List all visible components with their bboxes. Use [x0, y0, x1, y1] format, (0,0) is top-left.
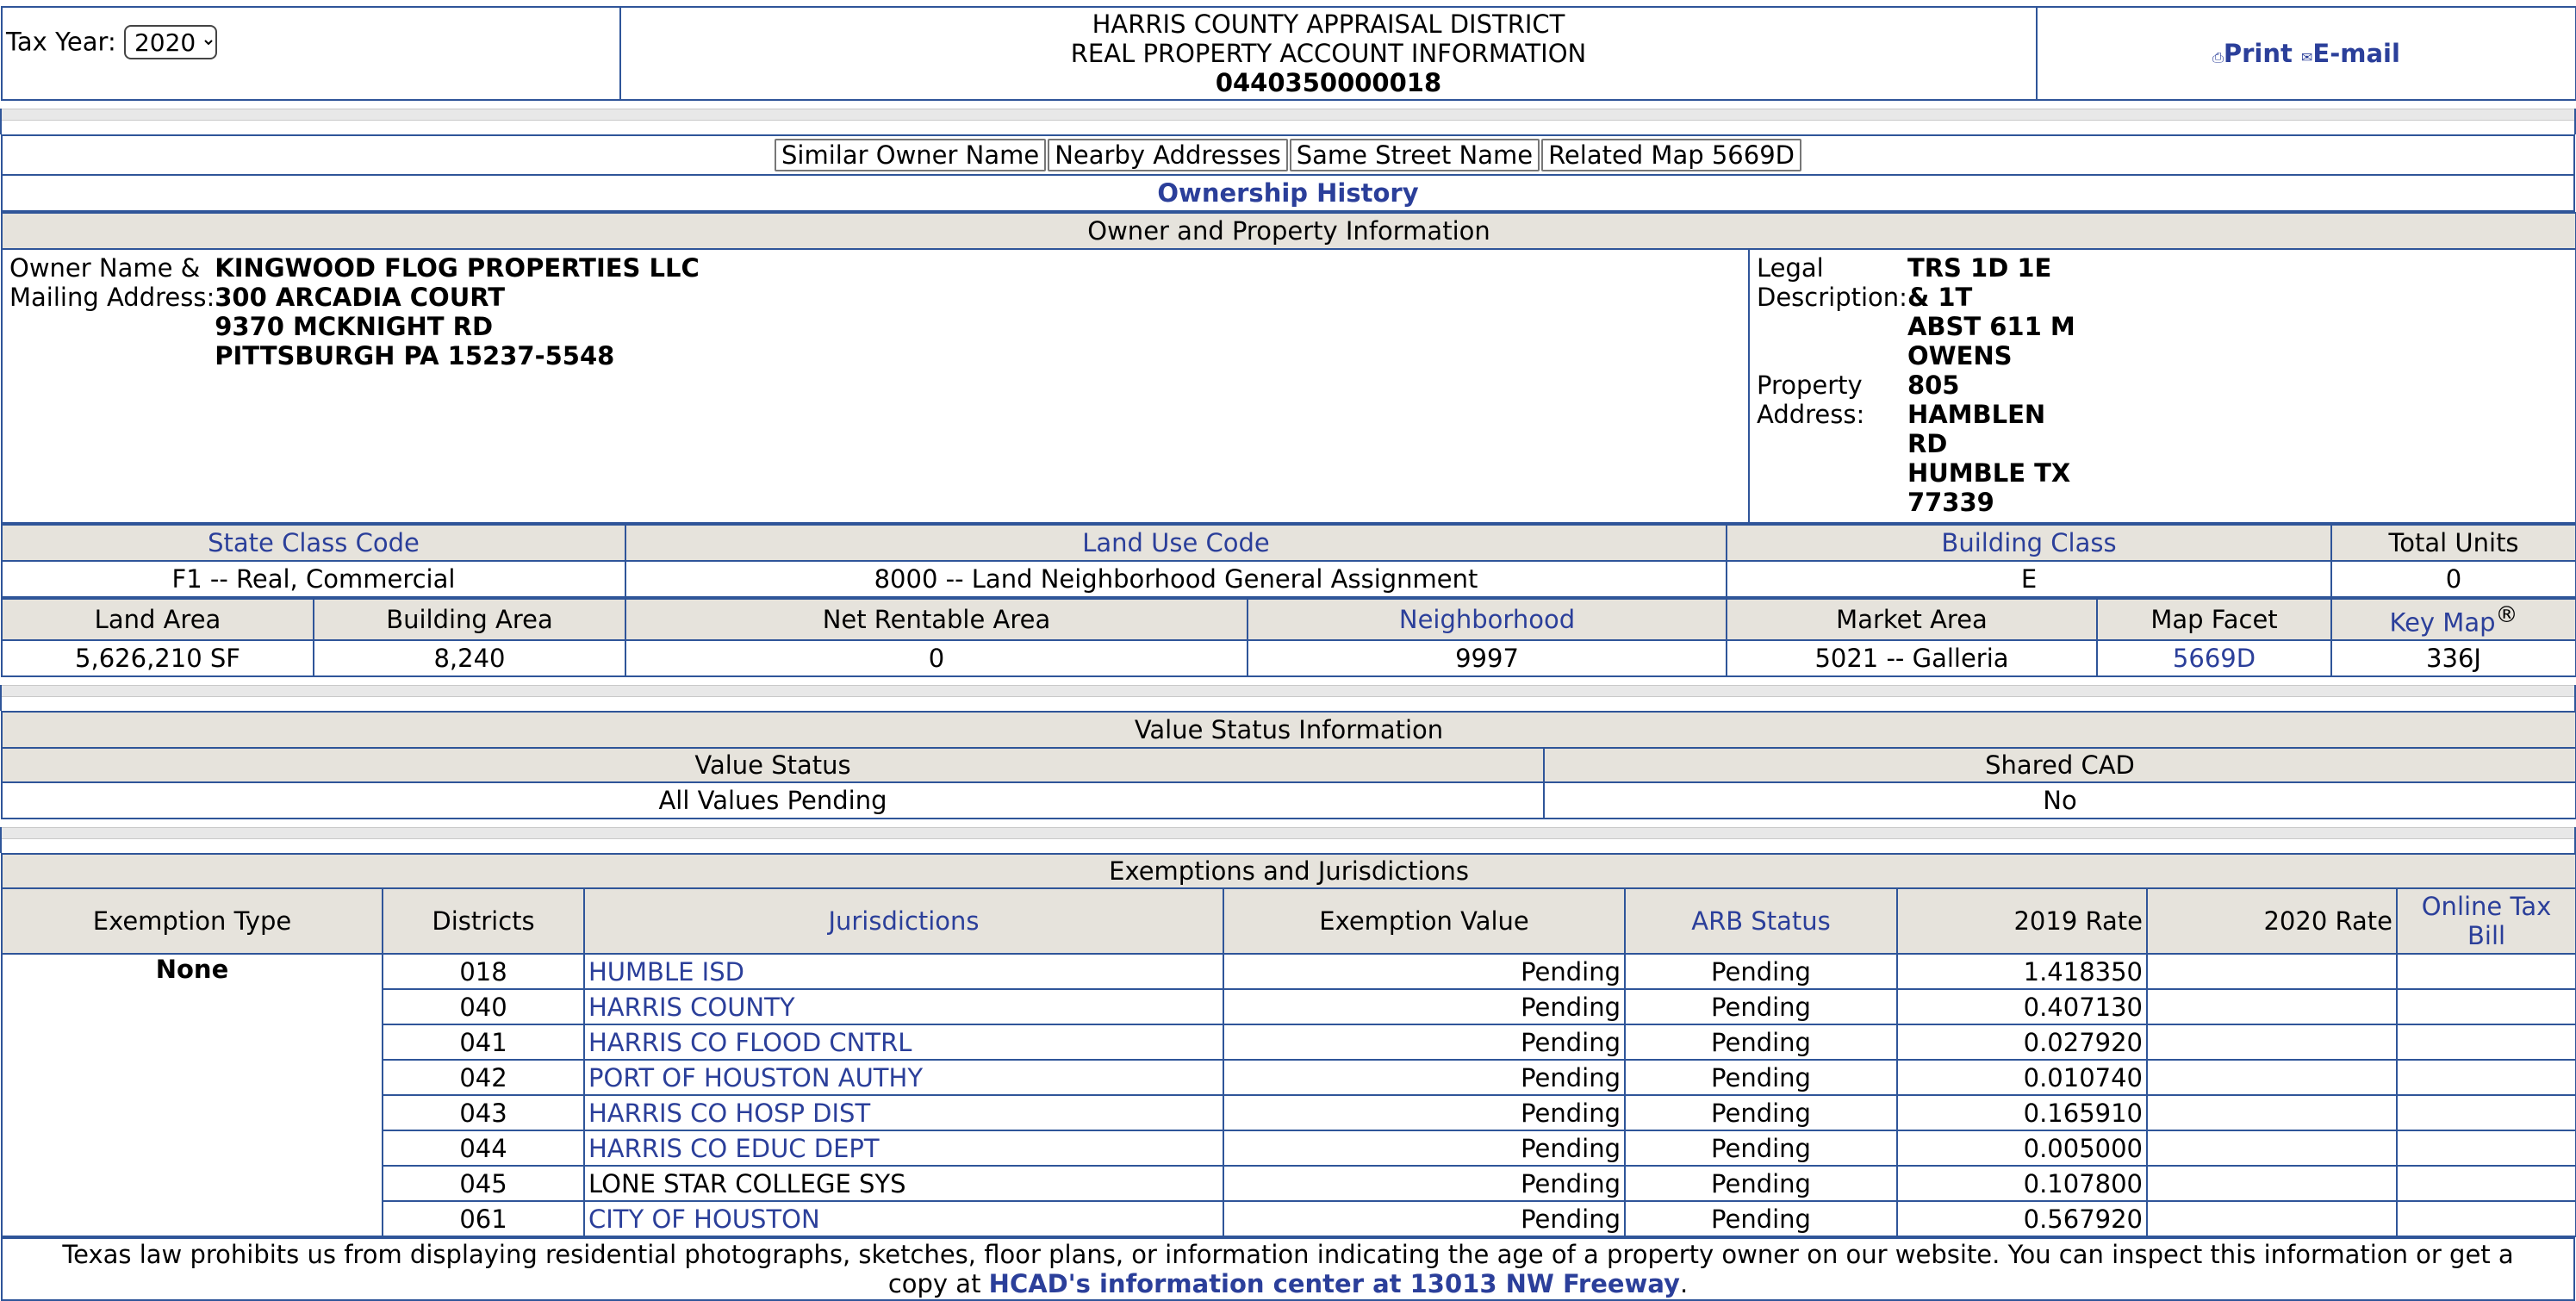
legal-line-2: & 1T: [1907, 283, 1973, 312]
rate-2019-header: 2019 Rate: [1897, 888, 2147, 954]
jurisdiction-name[interactable]: HARRIS CO HOSP DIST: [584, 1095, 1223, 1130]
online-tax-bill-cell: [2397, 1095, 2576, 1130]
online-tax-bill-cell: [2397, 1166, 2576, 1201]
section-spacer: [0, 685, 2576, 711]
district-code: 043: [383, 1095, 584, 1130]
jurisdiction-name[interactable]: HARRIS CO FLOOD CNTRL: [584, 1024, 1223, 1060]
exemption-value: Pending: [1223, 989, 1625, 1024]
arb-status: Pending: [1625, 1130, 1897, 1166]
similar-owner-name-button[interactable]: Similar Owner Name: [775, 139, 1046, 171]
jurisdiction-row: [2, 989, 2576, 1024]
district-code: 061: [383, 1201, 584, 1236]
jurisdiction-row: [2, 1060, 2576, 1095]
owner-label-2: Mailing Address:: [9, 283, 215, 312]
legal-line-4: OWENS: [1907, 341, 2013, 370]
online-tax-bill-cell: [2397, 1130, 2576, 1166]
tax-year-select[interactable]: [124, 25, 217, 59]
mailing-line-2: 9370 MCKNIGHT RD: [215, 312, 494, 341]
jurisdiction-row: [2, 1130, 2576, 1166]
footer-table: [1, 1237, 2575, 1301]
property-line-3: RD: [1907, 429, 1948, 458]
market-area-header: Market Area: [1727, 599, 2097, 640]
district-code: 044: [383, 1130, 584, 1166]
exemption-value: Pending: [1223, 1095, 1625, 1130]
market-area-value: 5021 -- Galleria: [1727, 640, 2097, 676]
land-area-value: 5,626,210 SF: [2, 640, 314, 676]
tax-year-label: Tax Year:: [6, 27, 116, 57]
total-units-value: 0: [2331, 561, 2576, 597]
neighborhood-header[interactable]: Neighborhood: [1248, 599, 1727, 640]
rate-2020: [2147, 989, 2397, 1024]
key-map-header[interactable]: [2331, 599, 2576, 640]
district-code: 041: [383, 1024, 584, 1060]
owner-property-table: [1, 212, 2576, 524]
rate-2019: 0.005000: [1897, 1130, 2147, 1166]
jurisdiction-rows: [2, 954, 2576, 1236]
map-facet-header: Map Facet: [2097, 599, 2331, 640]
legal-label-2: Description:: [1757, 283, 1907, 312]
nearby-addresses-button[interactable]: Nearby Addresses: [1048, 139, 1287, 171]
hcad-info-center-link[interactable]: HCAD's information center at 13013 NW Freeway: [988, 1269, 1680, 1298]
envelope-icon: ✉: [2301, 49, 2313, 65]
owner-cell: [2, 249, 1749, 523]
jurisdiction-row: [2, 1024, 2576, 1060]
owner-section-title: Owner and Property Information: [2, 213, 2576, 249]
account-number: 0440350000018: [1215, 68, 1442, 97]
arb-status: Pending: [1625, 1201, 1897, 1236]
key-map-label: Key Map: [2389, 607, 2496, 638]
jurisdiction-name[interactable]: PORT OF HOUSTON AUTHY: [584, 1060, 1223, 1095]
map-facet-link[interactable]: 5669D: [2097, 640, 2331, 676]
online-tax-bill-cell: [2397, 1060, 2576, 1095]
registered-mark: ®: [2495, 601, 2518, 628]
owner-label-1: Owner Name &: [9, 253, 201, 283]
arb-status-header[interactable]: ARB Status: [1625, 888, 1897, 954]
online-tax-bill-cell: [2397, 1024, 2576, 1060]
related-map-button[interactable]: Related Map 5669D: [1541, 139, 1801, 171]
print-email-cell: [2037, 7, 2576, 100]
online-tax-bill-cell: [2397, 954, 2576, 989]
value-status-value: All Values Pending: [2, 782, 1544, 819]
total-units-header: Total Units: [2331, 525, 2576, 561]
building-class-header[interactable]: Building Class: [1727, 525, 2331, 561]
rate-2019: 0.165910: [1897, 1095, 2147, 1130]
rate-2020: [2147, 1060, 2397, 1095]
rate-2019: 0.407130: [1897, 989, 2147, 1024]
property-label-2: Address:: [1757, 400, 1865, 429]
arb-status: Pending: [1625, 989, 1897, 1024]
neighborhood-value: 9997: [1248, 640, 1727, 676]
jurisdiction-name[interactable]: CITY OF HOUSTON: [584, 1201, 1223, 1236]
exemption-value: Pending: [1223, 1024, 1625, 1060]
key-map-value: 336J: [2331, 640, 2576, 676]
building-class-value: E: [1727, 561, 2331, 597]
arb-status: Pending: [1625, 1024, 1897, 1060]
property-account-page: [0, 6, 2576, 1301]
exemptions-table: [1, 853, 2576, 1237]
shared-cad-value: No: [1544, 782, 2576, 819]
jurisdiction-name[interactable]: HARRIS COUNTY: [584, 989, 1223, 1024]
email-label: E-mail: [2312, 39, 2400, 68]
footer-period: .: [1679, 1269, 1689, 1298]
owner-name: KINGWOOD FLOG PROPERTIES LLC: [215, 253, 700, 283]
exemption-type-value: None: [2, 954, 383, 1236]
district-code: 040: [383, 989, 584, 1024]
district-code: 018: [383, 954, 584, 989]
property-line-4: HUMBLE TX: [1907, 458, 2071, 488]
exemption-type-header: Exemption Type: [2, 888, 383, 954]
districts-header: Districts: [383, 888, 584, 954]
jurisdiction-row: [2, 1095, 2576, 1130]
property-line-1: 805: [1907, 370, 1960, 400]
mailing-line-3: PITTSBURGH PA 15237-5548: [215, 341, 615, 370]
exemption-value-header: Exemption Value: [1223, 888, 1625, 954]
jurisdiction-row: [2, 954, 2576, 989]
mailing-line-1: 300 ARCADIA COURT: [215, 283, 506, 312]
exemption-value: Pending: [1223, 1060, 1625, 1095]
nav-buttons-cell: [2, 135, 2574, 175]
arb-status: Pending: [1625, 1060, 1897, 1095]
value-status-header: Value Status: [2, 748, 1544, 782]
ownership-history-link[interactable]: Ownership History: [2, 175, 2574, 211]
area-table: [1, 598, 2576, 677]
print-link[interactable]: [2212, 39, 2301, 68]
rate-2020: [2147, 1024, 2397, 1060]
state-class-code-header[interactable]: State Class Code: [2, 525, 625, 561]
net-rentable-area-value: 0: [625, 640, 1248, 676]
district-code: 042: [383, 1060, 584, 1095]
property-label-1: Property: [1757, 370, 1863, 400]
title-cell: [620, 7, 2037, 100]
rate-2020: [2147, 1095, 2397, 1130]
state-class-code-value: F1 -- Real, Commercial: [2, 561, 625, 597]
land-use-code-value: 8000 -- Land Neighborhood General Assignment: [625, 561, 1727, 597]
exemption-value: Pending: [1223, 954, 1625, 989]
rate-2019: 1.418350: [1897, 954, 2147, 989]
exemptions-title: Exemptions and Jurisdictions: [2, 854, 2576, 888]
legal-line-1: TRS 1D 1E: [1907, 253, 2052, 283]
rate-2020: [2147, 1130, 2397, 1166]
rate-2019: 0.107800: [1897, 1166, 2147, 1201]
net-rentable-area-header: Net Rentable Area: [625, 599, 1248, 640]
land-use-code-header[interactable]: Land Use Code: [625, 525, 1727, 561]
rate-2019: 0.027920: [1897, 1024, 2147, 1060]
arb-status: Pending: [1625, 954, 1897, 989]
shared-cad-header: Shared CAD: [1544, 748, 2576, 782]
jurisdiction-row: [2, 1201, 2576, 1236]
value-status-table: [1, 711, 2576, 819]
arb-status: Pending: [1625, 1095, 1897, 1130]
rate-2019: 0.010740: [1897, 1060, 2147, 1095]
section-spacer: [0, 109, 2576, 134]
nav-table: [1, 134, 2575, 212]
rate-2019: 0.567920: [1897, 1201, 2147, 1236]
jurisdiction-name[interactable]: HUMBLE ISD: [584, 954, 1223, 989]
online-tax-bill-header[interactable]: Online Tax Bill: [2397, 888, 2576, 954]
value-status-title: Value Status Information: [2, 712, 2576, 748]
building-area-value: 8,240: [314, 640, 625, 676]
jurisdictions-header[interactable]: Jurisdictions: [584, 888, 1223, 954]
rate-2020: [2147, 954, 2397, 989]
rate-2020: [2147, 1166, 2397, 1201]
legal-label-1: Legal: [1757, 253, 1824, 283]
header-table: [1, 6, 2576, 101]
report-title: REAL PROPERTY ACCOUNT INFORMATION: [1070, 39, 1587, 68]
email-link[interactable]: [2301, 39, 2400, 68]
legal-cell: [1749, 249, 2576, 523]
same-street-name-button[interactable]: Same Street Name: [1290, 139, 1540, 171]
tax-year-cell: [2, 7, 620, 100]
land-area-header: Land Area: [2, 599, 314, 640]
district-title: HARRIS COUNTY APPRAISAL DISTRICT: [1092, 9, 1565, 39]
jurisdiction-name: LONE STAR COLLEGE SYS: [584, 1166, 1223, 1201]
print-label: Print: [2223, 39, 2293, 68]
print-icon: ⎙: [2212, 49, 2224, 65]
footer-notice-cell: [2, 1238, 2574, 1300]
arb-status: Pending: [1625, 1166, 1897, 1201]
section-spacer: [0, 827, 2576, 853]
legal-line-3: ABST 611 M: [1907, 312, 2075, 341]
online-tax-bill-cell: [2397, 989, 2576, 1024]
class-code-table: [1, 524, 2576, 598]
exemption-value: Pending: [1223, 1166, 1625, 1201]
rate-2020: [2147, 1201, 2397, 1236]
rate-2020-header: 2020 Rate: [2147, 888, 2397, 954]
footer-notice: Texas law prohibits us from displaying residential photographs, sketches, floor plans, or information indicating the age of a property owner on our website. You can inspect this information or get a copy at: [62, 1240, 2514, 1298]
district-code: 045: [383, 1166, 584, 1201]
exemption-value: Pending: [1223, 1130, 1625, 1166]
jurisdiction-name[interactable]: HARRIS CO EDUC DEPT: [584, 1130, 1223, 1166]
property-line-2: HAMBLEN: [1907, 400, 2046, 429]
building-area-header: Building Area: [314, 599, 625, 640]
jurisdiction-row: [2, 1166, 2576, 1201]
exemption-value: Pending: [1223, 1201, 1625, 1236]
property-line-5: 77339: [1907, 488, 1994, 517]
online-tax-bill-cell: [2397, 1201, 2576, 1236]
